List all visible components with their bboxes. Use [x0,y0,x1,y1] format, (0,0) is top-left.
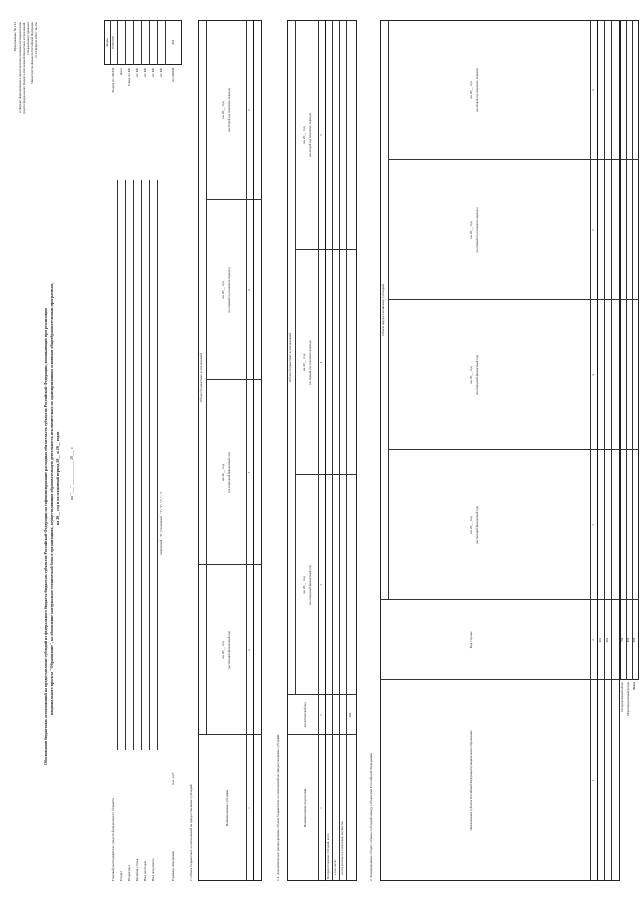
field-expense-type: Вид расходов [143,860,147,881]
s1-header-name: Наименование субсидии [225,789,229,827]
row-divider [332,20,333,881]
fill-line [133,180,134,750]
header-divider [590,20,591,881]
header-divider [318,20,319,881]
s1-col-next-sub: (на очередной финансовый год) [227,452,231,493]
fill-line [117,180,118,750]
s2-col-num: 6 [591,89,595,91]
annex-line-5: от 24 февраля 2020 г. № 33н [34,22,38,58]
field-target-article: Целевая статья [135,858,139,881]
codes-divider [117,20,118,65]
s11-col-next: на 20__ год [302,576,306,594]
code-label-bk-1: по БК [135,68,139,77]
s11-col-num: 2 [319,714,323,716]
s2-col-num: 4 [591,374,595,376]
section-1-title: 1. Объем бюджетных ассигнований на предоставление субсидий [189,784,193,881]
s11-row-code: 000 [348,712,352,718]
header-divider [253,20,254,881]
col-divider [380,599,620,600]
s11-col-num: 3 [319,584,323,586]
s1-col-plan1: на 20__ год [221,281,225,299]
col-divider [388,449,620,450]
s1-col-plan1-sub: (на первый год планового периода) [227,267,231,313]
codes-divider [133,20,134,65]
s11-row-total: На предоставление субсидий, всего [326,833,330,879]
annex-line-3: утвержденному приказом [26,22,30,55]
s1-col-current-sub: (на текущий финансовый год) [227,630,231,670]
fill-line [149,180,150,750]
section-11-title: 1.1. Аналитическое распределение объема бюджетных ассигнований на предоставление субсидий [276,734,280,881]
document-type-hint: (первичный - "0", уточненный - "1", "2", "3", "...") [159,491,163,555]
s2-col-next-sub: (на очередной финансовый год) [475,354,479,396]
s11-col-plan2: на 20__ год [302,126,306,144]
codes-divider [157,20,158,65]
row-divider [632,20,633,680]
s2-col-plan2: на 20__ год [469,81,473,99]
s2-col-next: на 20__ год [469,366,473,384]
s11-col-next-sub: (на очередной финансовый год) [308,564,312,606]
field-chief-administrator: Главный распорядитель средств федерального бюджета [111,797,115,881]
field-subsection: Подраздел [127,865,131,881]
s11-row-property: из них расходы на содержание имущества [340,821,344,875]
row-divider [346,20,347,881]
fill-line [125,180,126,750]
s11-col-plan1: на 20__ год [302,354,306,371]
s11-header-code: Аналитический код [303,702,307,728]
title-line-3: на 20__ год и на плановый период 20__ и 20__ годов [55,431,60,525]
s2-col-num: 5 [591,229,595,231]
header-divider [206,20,207,735]
s11-col-num: 1 [319,807,323,809]
field-document-type: Вид документа [151,858,155,881]
code-label-bk-4: по БК [159,68,163,77]
header-divider [295,20,296,695]
form-code-value: 0505799 [111,36,115,49]
col-divider [388,159,620,160]
col-divider [620,159,639,160]
s2-total-distributed-code: 700 [620,637,624,643]
s2-col-plan1-sub: (на первый год планового периода) [475,207,479,253]
s2-total-distributed: Распределенный объем [620,682,624,712]
unit-label: Единица измерения: [171,850,175,881]
s2-header-name: Наименование субъекта Российской Федерации/муниципального образования [469,730,473,831]
fill-line [157,180,158,750]
header-divider [597,20,598,881]
date-line: на "___" ____________ 20___ г. [69,446,74,500]
col-divider [380,679,620,680]
title-line-1: Обоснования бюджетных ассигнований на предоставление субсидий из федерального бюджета бюджетам субъектов Российской Федерации на софинансирование расходных обязательств субъектов Российской Федерации, возникающих при реализации [43,308,48,765]
col-divider [388,299,620,300]
section-2-totals [620,20,639,680]
col-divider [620,299,639,300]
codes-header: Коды [105,38,109,47]
s2-col-plan2-sub: (на второй год планового периода) [475,67,479,113]
s2-col-current-sub: (на текущий финансовый год) [475,505,479,545]
s11-header-group: Объем бюджетных ассигнований [288,332,292,383]
s2-total-reserve-code: 800 [626,637,630,643]
annex-number: Приложение № 113 [13,22,17,51]
row-divider [339,20,340,881]
header-divider [325,20,326,881]
s1-col-num: 2 [247,649,251,651]
col-divider [620,449,639,450]
fill-line [141,180,142,750]
s2-total-all: Всего [632,682,636,690]
s2-total-reserve: Нераспределенный резерв [626,682,630,716]
code-label-okud: Форма по ОКУД [111,68,115,93]
s11-col-num: 4 [319,361,323,364]
field-section: Раздел [119,871,123,881]
s11-row-including: в том числе: [333,859,337,875]
s2-row-code: 001 [598,637,602,643]
codes-divider [165,20,166,65]
s2-total-all-code: 900 [632,637,636,643]
s1-col-num: 4 [247,289,251,291]
s11-col-num: 5 [319,134,323,136]
s2-col-num: 1 [591,779,595,782]
codes-divider [125,20,126,65]
s1-col-num: 1 [247,807,251,809]
s11-col-plan2-sub: (на второй год планового периода) [308,112,312,158]
codes-divider [141,20,142,65]
s1-col-plan2: на 20__ год [221,101,225,119]
s2-row-code: 002 [605,637,609,643]
header-divider [246,20,247,881]
row-divider [604,20,605,881]
annex-line-1: к Порядку формирования и представления главными распорядителями [18,22,22,113]
s11-header-name: Наименование поручения [303,788,307,828]
s1-col-next: на 20__ год [221,464,225,481]
code-label-date: Дата [119,68,123,75]
s1-col-plan2-sub: (на второй год планового периода) [227,87,231,133]
s11-col-plan1-sub: (на первый год планового периода) [308,340,312,385]
s1-header-group: Объем бюджетных ассигнований [199,352,203,403]
s2-col-num: 2 [591,639,595,641]
unit-value: тыс. руб [171,772,175,785]
s1-col-num: 5 [247,109,251,111]
code-label-bk-2: по БК [143,68,147,77]
s2-header-code: Код строки [469,631,473,649]
annex-line-2: средств федерального бюджета обоснований бюджетных ассигнований, [22,22,26,114]
code-label-bk-3: по БК [151,68,155,77]
title-line-2: национального проекта "Образование", на обновление материально-технической базы в организациях, осуществляющих образовательную деятельность исключительно по адаптированным основным общеобразовательным программам, [49,282,54,715]
code-label-chapter: Глава по БК [127,68,131,86]
section-2-table [380,20,620,881]
annex-line-4: Министерства финансов Российской Федерации [30,22,34,84]
header-divider [388,20,389,600]
s2-col-num: 3 [591,524,595,526]
code-label-okei: по ОКЕИ [171,68,175,83]
s1-col-current: на 20__ год [221,641,225,659]
section-2-title: 2. Распределение общего объема субсидий между субъектами Российской Федерации [369,753,373,881]
codes-divider [149,20,150,65]
s2-col-plan1: на 20__ год [469,221,473,239]
s1-col-num: 3 [247,471,251,474]
row-divider [611,20,612,881]
okei-value: 384 [171,39,175,46]
row-divider [626,20,627,680]
s2-col-current: на 20__ год [469,516,473,534]
s2-header-group: Объем предоставляемых субсидий [381,284,385,336]
